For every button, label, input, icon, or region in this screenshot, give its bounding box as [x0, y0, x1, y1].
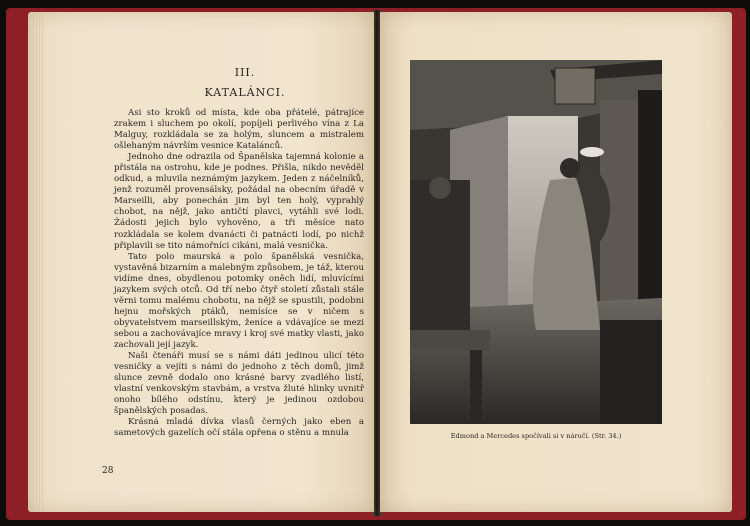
page-number: 28	[102, 466, 114, 476]
page-edges	[30, 12, 44, 512]
chair	[470, 350, 482, 420]
illustration-art	[410, 60, 662, 424]
chapter-number: III.	[234, 66, 256, 79]
man-hat	[580, 147, 604, 157]
seated-figure	[410, 180, 470, 330]
illustration-caption: Edmond a Mercedes spočívali si v náručí. (Str. 34.)	[450, 432, 622, 440]
woman-head	[560, 158, 580, 178]
barrel	[600, 320, 662, 424]
illustration	[410, 60, 662, 424]
table	[410, 330, 490, 350]
paragraph: Krásná mladá dívka vlasů černých jako eben a sametových gazelích očí stála opřena o stěnu a mnula	[114, 417, 364, 439]
paragraph: Asi sto kroků od místa, kde oba přátelé, pátrajíce zrakem i sluchem po okolí, popíjeli perlivého vína z La Malguy, rozkládala se za holým, sluncem a mistralem ošlehaným návrším vesnice Katalánců.	[114, 108, 364, 152]
chapter-body	[114, 108, 364, 439]
paragraph: Jednoho dne odrazila od Španělska tajemná kolonie a přistála na ostrohu, kde je podnes. Přišla, nikdo nevěděl odkud, a mluvila neznámým jazykem. Jeden z náčelníků, jenž rozuměl provensálsky, požádal na obecním úřadě v Marseilli, aby ponechán jim byl ten holý, vyprahlý chobot, na nějž, jako antičtí plavci, vytáhli své lodi. Žádosti jejich bylo vyhověno, a tři měsíce nato rozkládala se kolem dvanácti či patnácti lodí, po nichž připlavili se tito námořníci cikáni, malá vesnička.	[114, 152, 364, 251]
paragraph: Naši čtenáři musí se s námi dáti jedinou ulicí této vesničky a vejíti s námi do jednoho z těch domů, jimž slunce zevně dodalo ono krásné barvy zvadlého listí, vlastní venkovským stavbám, a vrstva žluté hlinky uvnitř onoho bílého odstínu, který je jedinou ozdobou španělských posadas.	[114, 351, 364, 417]
chapter-title: KATALÁNCI.	[204, 86, 286, 99]
hanging-cage	[555, 68, 595, 104]
paragraph: Tato polo maurská a polo španělská vesnička, vystavěná bizarním a malebným způsobem, je táž, kterou vidíme dnes, obydlenou potomky oněch lidí, mluvícími jazykem svých otců. Od tří nebo čtyř století zůstali stále věrni tomu malému chobotu, na nějž se spustili, podobni hejnu mořských ptáků, nemísíce se v ničem s obyvatelstvem marseillským, ženíce a vdávajíce se mezi sebou a zachovávajíce mravy i kroj své matky vlasti, jako zachovali její jazyk.	[114, 251, 364, 350]
